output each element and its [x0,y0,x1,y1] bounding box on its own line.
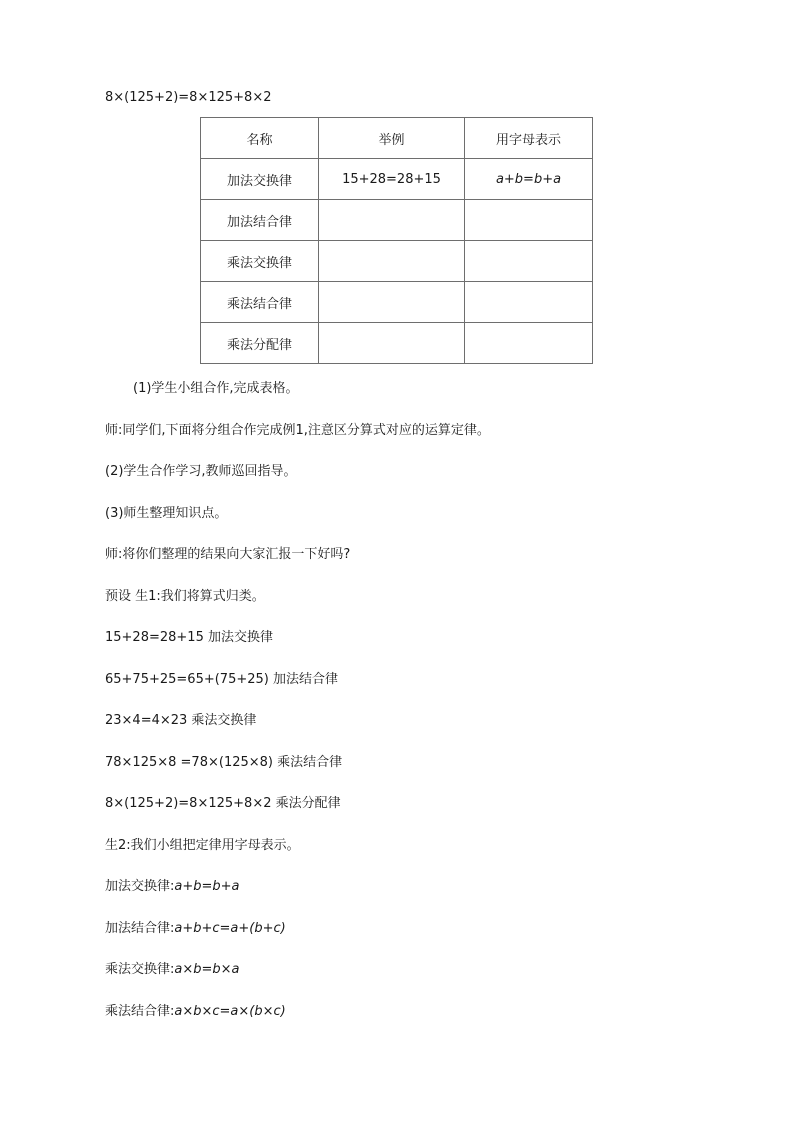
paragraph: 预设 生1:我们将算式归类。 [105,589,265,604]
example-cell: 15+28=28+15 [319,159,465,200]
operation-laws-table [200,117,593,364]
example-cell [319,200,465,241]
header-name: 名称 [201,118,319,159]
formula-expression: a×b×c=a×(b×c) [174,1004,286,1019]
header-example: 举例 [319,118,465,159]
formula-expression: a+b+c=a+(b+c) [174,921,286,936]
formula-expression: a+b=b+a [174,879,240,894]
paragraph: (3)师生整理知识点。 [105,506,228,521]
table-row [201,200,593,241]
table-row [201,323,593,364]
formula-label: 乘法交换律: [105,962,175,977]
paragraph: (2)学生合作学习,教师巡回指导。 [105,464,297,479]
law-name-cell: 乘法交换律 [201,241,319,282]
formula-label: 加法交换律: [105,879,175,894]
distributive-example-line: 8×(125+2)=8×125+8×2 [105,90,272,105]
letter-form-cell [465,282,593,323]
letter-form-cell [465,241,593,282]
law-name-cell: 乘法结合律 [201,282,319,323]
paragraph: 生2:我们小组把定律用字母表示。 [105,838,300,853]
table-header-row [201,118,593,159]
formula-line [105,961,240,979]
paragraph: 师:将你们整理的结果向大家汇报一下好吗? [105,547,351,562]
formula-expression: a×b=b×a [174,962,240,977]
classified-example: 8×(125+2)=8×125+8×2 乘法分配律 [105,796,341,811]
letter-form-cell [465,323,593,364]
formula-label: 加法结合律: [105,921,175,936]
example-cell [319,282,465,323]
formula-line [105,878,240,896]
classified-example: 65+75+25=65+(75+25) 加法结合律 [105,672,338,687]
example-cell [319,323,465,364]
table-row [201,159,593,200]
table-row [201,282,593,323]
formula-line [105,920,286,938]
formula-line [105,1003,286,1021]
law-name-cell: 乘法分配律 [201,323,319,364]
paragraph: 师:同学们,下面将分组合作完成例1,注意区分算式对应的运算定律。 [105,423,490,438]
formula-label: 乘法结合律: [105,1004,175,1019]
letter-form-cell: a+b=b+a [465,159,593,200]
header-letter-form: 用字母表示 [465,118,593,159]
paragraph: (1)学生小组合作,完成表格。 [133,381,299,396]
letter-form-cell [465,200,593,241]
example-cell [319,241,465,282]
law-name-cell: 加法结合律 [201,200,319,241]
law-name-cell: 加法交换律 [201,159,319,200]
table-row [201,241,593,282]
classified-example: 78×125×8 =78×(125×8) 乘法结合律 [105,755,343,770]
classified-example: 23×4=4×23 乘法交换律 [105,713,257,728]
classified-example: 15+28=28+15 加法交换律 [105,630,273,645]
